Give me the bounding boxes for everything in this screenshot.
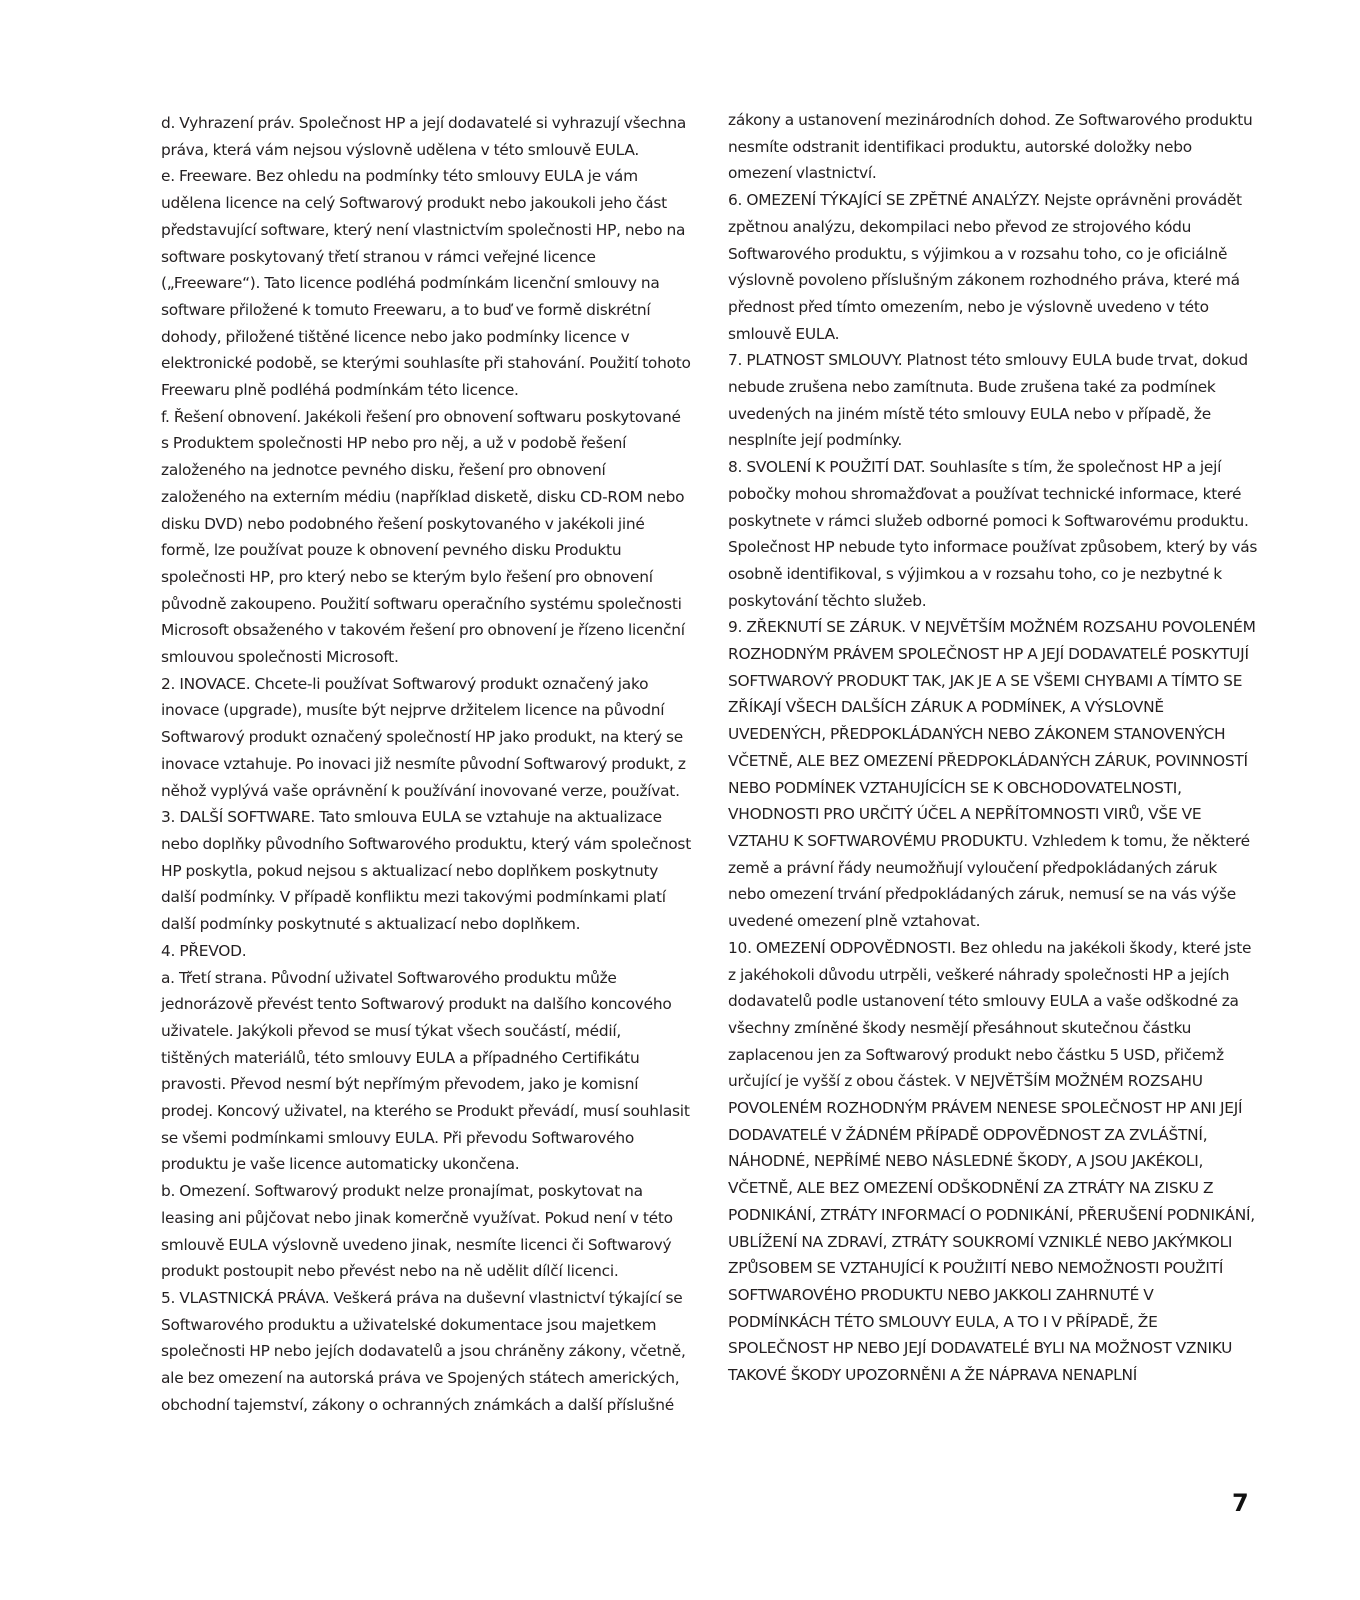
paragraph-reservation-of-rights: d. Vyhrazení práv. Společnost HP a její dodavatelé si vyhrazují všechna práva, která vám nejsou výslovně udělena v této smlouvě EULA. xyxy=(161,114,687,159)
right-text-column xyxy=(728,107,1258,1389)
paragraph-third-party: a. Třetí strana. Původní uživatel Softwarového produktu může jednorázově převést tento Softwarový produkt na dalšího koncového uživatele. Jakýkoli převod se musí týkat všech součástí, médií, tištěných materiálů, této smlouvy EULA a případného Certifikátu pravosti. Převod nesmí být nepřímým převodem, jako je komisní prodej. Koncový uživatel, na kterého se Produkt převádí, musí souhlasit se všemi podmínkami smlouvy EULA. Při převodu Softwarového produktu je vaše licence automaticky ukončena. xyxy=(161,968,690,1174)
paragraph-additional-software: 3. DALŠÍ SOFTWARE. Tato smlouva EULA se vztahuje na aktualizace nebo doplňky původního Softwarového produktu, který vám společnost HP poskytla, pokud nejsou s aktualizací nebo doplňkem poskytnuty další podmínky. V případě konfliktu mezi takovými podmínkami platí další podmínky poskytnuté s aktualizací nebo doplňkem. xyxy=(161,808,691,934)
paragraph-term: 7. PLATNOST SMLOUVY. Platnost této smlouvy EULA bude trvat, dokud nebude zrušena nebo zamítnuta. Bude zrušena také za podmínek uvedených na jiném místě této smlouvy EULA nebo v případě, že nesplníte její podmínky. xyxy=(728,351,1248,450)
paragraph-upgrades: 2. INOVACE. Chcete-li používat Softwarový produkt označený jako inovace (upgrade), musíte být nejprve držitelem licence na původní Softwarový produkt označený společností HP jako produkt, na který se inovace vztahuje. Po inovaci již nesmíte původní Softwarový produkt, z něhož vyplývá vaše oprávnění k používání inovované verze, používat. xyxy=(161,674,686,800)
paragraph-proprietary-rights: 5. VLASTNICKÁ PRÁVA. Veškerá práva na duševní vlastnictví týkající se Softwarového produktu a uživatelské dokumentace jsou majetkem společnosti HP nebo jejích dodavatelů a jsou chráněny zákony, včetně, ale bez omezení na autorská práva ve Spojených státech amerických, obchodní tajemství, zákony o ochranných známkách a další příslušné xyxy=(161,1288,686,1414)
section-heading-transfer: 4. PŘEVOD. xyxy=(161,941,247,960)
paragraph-restrictions: b. Omezení. Softwarový produkt nelze pronajímat, poskytovat na leasing ani půjčovat nebo jinak komerčně využívat. Pokud není v této smlouvě EULA výslovně uvedeno jinak, nesmíte licenci či Softwarový produkt postoupit nebo převést nebo na ně udělit dílčí licenci. xyxy=(161,1182,673,1281)
paragraph-recovery-solution: f. Řešení obnovení. Jakékoli řešení pro obnovení softwaru poskytované s Produktem společnosti HP nebo pro něj, a už v podobě řešení založeného na jednotce pevného disku, řešení pro obnovení založeného na externím médiu (například disketě, disku CD-ROM nebo disku DVD) nebo podobného řešení poskytovaného v jakékoli jiné formě, lze používat pouze k obnovení pevného disku Produktu společnosti HP, pro který nebo se kterým bylo řešení pro obnovení původně zakoupeno. Použití softwaru operačního systému společnosti Microsoft obsaženého v takovém řešení pro obnovení je řízeno licenční smlouvou společnosti Microsoft. xyxy=(161,407,685,667)
paragraph-proprietary-rights-continued: zákony a ustanovení mezinárodních dohod. Ze Softwarového produktu nesmíte odstranit identifikaci produktu, autorské doložky nebo omezení vlastnictví. xyxy=(728,111,1253,183)
left-text-column xyxy=(161,110,691,1418)
paragraph-freeware: e. Freeware. Bez ohledu na podmínky této smlouvy EULA je vám udělena licence na celý Softwarový produkt nebo jakoukoli jeho část představující software, který není vlastnictvím společnosti HP, nebo na software poskytovaný třetí stranou v rámci veřejné licence („Freeware“). Tato licence podléhá podmínkám licenční smlouvy na software přiložené k tomuto Freewaru, a to buď ve formě diskrétní dohody, přiložené tištěné licence nebo jako podmínky licence v elektronické podobě, se kterými souhlasíte při stahování. Použití tohoto Freewaru plně podléhá podmínkám této licence. xyxy=(161,167,691,400)
paragraph-limitation-of-liability: 10. OMEZENÍ ODPOVĚDNOSTI. Bez ohledu na jakékoli škody, které jste z jakéhokoli důvodu utrpěli, veškeré náhrady společnosti HP a jejích dodavatelů podle ustanovení této smlouvy EULA a vaše odškodné za všechny zmíněné škody nesmějí přesáhnout skutečnou částku zaplacenou jen za Softwarový produkt nebo částku 5 USD, přičemž určující je vyšší z obou částek. V NEJVĚTŠÍM MOŽNÉM ROZSAHU POVOLENÉM ROZHODNÝM PRÁVEM NENESE SPOLEČNOST HP ANI JEJÍ DODAVATELÉ V ŽÁDNÉM PŘÍPADĚ ODPOVĚDNOST ZA ZVLÁŠTNÍ, NÁHODNÉ, NEPŘÍMÉ NEBO NÁSLEDNÉ ŠKODY, A JSOU JAKÉKOLI, VČETNĚ, ALE BEZ OMEZENÍ ODŠKODNĚNÍ ZA ZTRÁTY NA ZISKU Z PODNIKÁNÍ, ZTRÁTY INFORMACÍ O PODNIKÁNÍ, PŘERUŠENÍ PODNIKÁNÍ, UBLÍŽENÍ NA ZDRAVÍ, ZTRÁTY SOUKROMÍ VZNIKLÉ NEBO JAKÝMKOLI ZPŮSOBEM SE VZTAHUJÍCÍ K POUŽIITÍ NEBO NEMOŽNOSTI POUŽITÍ SOFTWAROVÉHO PRODUKTU NEBO JAKKOLI ZAHRNUTÉ V PODMÍNKÁCH TÉTO SMLOUVY EULA, A TO I V PŘÍPADĚ, ŽE SPOLEČNOST HP NEBO JEJÍ DODAVATELÉ BYLI NA MOŽNOST VZNIKU TAKOVÉ ŠKODY UPOZORNĚNI A ŽE NÁPRAVA NENAPLNÍ xyxy=(728,938,1255,1385)
paragraph-consent-to-use-data: 8. SVOLENÍ K POUŽITÍ DAT. Souhlasíte s tím, že společnost HP a její pobočky mohou shromažďovat a používat technické informace, které poskytnete v rámci služeb odborné pomoci k Softwarovému produktu. Společnost HP nebude tyto informace používat způsobem, který by vás osobně identifikoval, s výjimkou a v rozsahu toho, co je nezbytné k poskytování těchto služeb. xyxy=(728,458,1258,610)
page-number: 7 xyxy=(1232,1489,1249,1517)
paragraph-disclaimer-of-warranties: 9. ZŘEKNUTÍ SE ZÁRUK. V NEJVĚTŠÍM MOŽNÉM ROZSAHU POVOLENÉM ROZHODNÝM PRÁVEM SPOLEČNOST HP A JEJÍ DODAVATELÉ POSKYTUJÍ SOFTWAROVÝ PRODUKT TAK, JAK JE A SE VŠEMI CHYBAMI A TÍMTO SE ZŘÍKAJÍ VŠECH DALŠÍCH ZÁRUK A PODMÍNEK, A VÝSLOVNĚ UVEDENÝCH, PŘEDPOKLÁDANÝCH NEBO ZÁKONEM STANOVENÝCH VČETNĚ, ALE BEZ OMEZENÍ PŘEDPOKLÁDANÝCH ZÁRUK, POVINNOSTÍ NEBO PODMÍNEK VZTAHUJÍCÍCH SE K OBCHODOVATELNOSTI, VHODNOSTI PRO URČITÝ ÚČEL A NEPŘÍTOMNOSTI VIRŮ, VŠE VE VZTAHU K SOFTWAROVÉMU PRODUKTU. Vzhledem k tomu, že některé země a právní řády neumožňují vyloučení předpokládaných záruk nebo omezení trvání předpokládaných záruk, nemusí se na vás výše uvedené omezení plně vztahovat. xyxy=(728,618,1256,931)
paragraph-reverse-engineering: 6. OMEZENÍ TÝKAJÍCÍ SE ZPĚTNÉ ANALÝZY. Nejste oprávněni provádět zpětnou analýzu, dekompilaci nebo převod ze strojového kódu Softwarového produktu, s výjimkou a v rozsahu toho, co je oficiálně výslovně povoleno příslušným zákonem rozhodného práva, které má přednost před tímto omezením, nebo je výslovně uvedeno v této smlouvě EULA. xyxy=(728,191,1242,343)
